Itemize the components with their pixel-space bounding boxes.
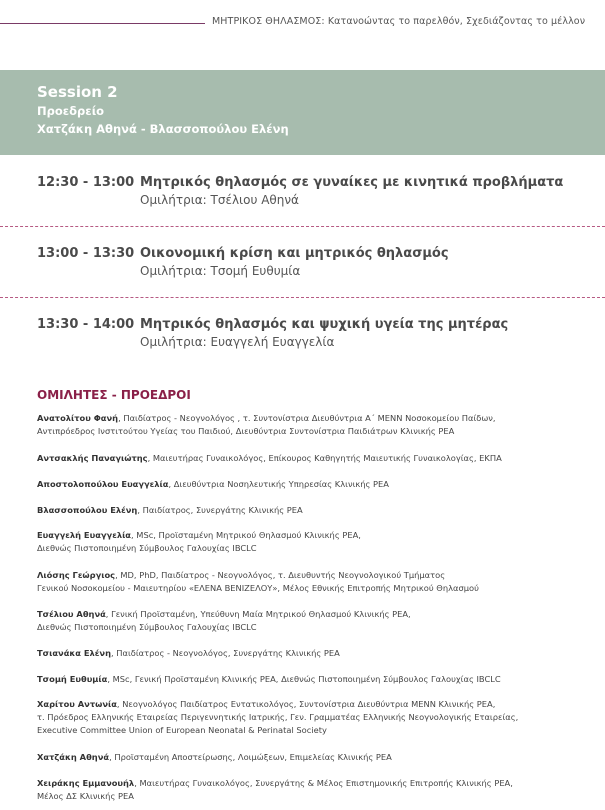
speakers-heading: ΟΜΙΛΗΤΕΣ - ΠΡΟΕΔΡΟΙ <box>37 388 191 402</box>
speaker-entry <box>37 452 597 465</box>
speaker-entry <box>37 504 597 517</box>
speaker-entry <box>37 608 597 634</box>
speaker-bio: Διεθνώς Πιστοποιημένη Σύμβουλος Γαλουχίας IBCLC <box>37 543 257 553</box>
speaker-bio: Αντιπρόεδρος Ινστιτούτου Υγείας του Παιδιού, Διευθύντρια Συντονίστρια Παιδιάτρων Κλινικής ΡΕΑ <box>37 426 455 436</box>
talk-title: Οικονομική κρίση και μητρικός θηλασμός <box>140 246 449 261</box>
speaker-name: Ανατολίτου Φανή <box>37 413 119 423</box>
speaker-name: Βλασσοπούλου Ελένη <box>37 505 138 515</box>
chair-names: Χατζάκη Αθηνά - Βλασσοπούλου Ελένη <box>37 122 289 136</box>
speaker-bio: Executive Committee Union of European Neonatal & Perinatal Society <box>37 725 327 735</box>
speaker-entry <box>37 777 597 803</box>
speaker-bio: , Διευθύντρια Νοσηλευτικής Υπηρεσίας Κλινικής ΡΕΑ <box>168 479 389 489</box>
document-header: ΜΗΤΡΙΚΟΣ ΘΗΛΑΣΜΟΣ: Κατανοώντας το παρελθόν, Σχεδιάζοντας το μέλλον <box>212 16 586 27</box>
talk-time: 13:30 - 14:00 <box>37 317 135 332</box>
speaker-name: Τσομή Ευθυμία <box>37 674 108 684</box>
divider <box>0 297 605 298</box>
talk-title: Μητρικός θηλασμός σε γυναίκες με κινητικά προβλήματα <box>140 175 564 190</box>
talk-title: Μητρικός θηλασμός και ψυχική υγεία της μητέρας <box>140 317 509 332</box>
speaker-name: Χατζάκη Αθηνά <box>37 752 110 762</box>
speaker-bio: , MSc, Γενική Προϊσταμένη Κλινικής ΡΕΑ, Διεθνώς Πιστοποιημένη Σύμβουλος Γαλουχίας IBCLC <box>107 674 501 684</box>
speaker-entry <box>37 751 597 764</box>
speaker-entry <box>37 569 597 595</box>
speaker-name: Λιόσης Γεώργιος <box>37 570 116 580</box>
speaker-name: Τσιανάκα Ελένη <box>37 648 111 658</box>
speaker-name: Ευαγγελή Ευαγγελία <box>37 530 132 540</box>
speaker-name: Αντσακλής Παναγιώτης <box>37 453 148 463</box>
speaker-name: Αποστολοπούλου Ευαγγελία <box>37 479 169 489</box>
talk-item <box>0 175 605 225</box>
talk-speaker: Ομιλήτρια: Τσέλιου Αθηνά <box>140 193 299 207</box>
speaker-entry <box>37 412 597 438</box>
speaker-bio: Μέλος ΔΣ Κλινικής ΡΕΑ <box>37 791 134 801</box>
talk-time: 12:30 - 13:00 <box>37 175 135 190</box>
speaker-bio: , Μαιευτήρας Γυναικολόγος, Επίκουρος Καθηγητής Μαιευτικής Γυναικολογίας, ΕΚΠΑ <box>147 453 502 463</box>
speaker-bio: Γενικού Νοσοκομείου - Μαιευτηρίου «ΕΛΕΝΑ ΒΕΝΙΖΕΛΟΥ», Μέλος Εθνικής Επιτροπής Μητρικού Θηλασμού <box>37 583 479 593</box>
speaker-bio: , Παιδίατρος - Νεογνολόγος, Συνεργάτης Κλινικής ΡΕΑ <box>110 648 340 658</box>
speaker-entry <box>37 478 597 491</box>
divider <box>0 226 605 227</box>
speaker-name: Χαρίτου Αντωνία <box>37 699 117 709</box>
speaker-entry <box>37 673 597 686</box>
talk-item <box>0 246 605 296</box>
speaker-name: Χειράκης Εμμανουήλ <box>37 778 135 788</box>
header-rule <box>0 23 205 24</box>
speaker-bio: , Προϊσταμένη Αποστείρωσης, Λοιμώξεων, Επιμελείας Κλινικής ΡΕΑ <box>109 752 392 762</box>
speaker-bio: , MSc, Προϊσταμένη Μητρικού Θηλασμού Κλινικής ΡΕΑ, <box>131 530 361 540</box>
speaker-entry <box>37 698 597 737</box>
talk-time: 13:00 - 13:30 <box>37 246 135 261</box>
speaker-entry <box>37 647 597 660</box>
session-band <box>0 70 605 155</box>
speaker-bio: , MD, PhD, Παιδίατρος - Νεογνολόγος, τ. Διευθυντής Νεογνολογικού Τμήματος <box>115 570 446 580</box>
speaker-bio: τ. Πρόεδρος Ελληνικής Εταιρείας Περιγεννητικής Ιατρικής, Γεν. Γραμματέας Ελληνικής Νεογνολογικής Εταιρείας, <box>37 712 519 722</box>
speaker-bio: , Παιδίατρος - Νεογνολόγος , τ. Συντονίστρια Διευθύντρια Α΄ ΜΕΝΝ Νοσοκομείου Παίδων, <box>118 413 496 423</box>
speaker-bio: Διεθνώς Πιστοποιημένη Σύμβουλος Γαλουχίας IBCLC <box>37 622 257 632</box>
speaker-bio: , Γενική Προϊσταμένη, Υπεύθυνη Μαία Μητρικού Θηλασμού Κλινικής ΡΕΑ, <box>105 609 411 619</box>
speaker-name: Τσέλιου Αθηνά <box>37 609 106 619</box>
speaker-bio: , Μαιευτήρας Γυναικολόγος, Συνεργάτης & Μέλος Επιστημονικής Επιτροπής Κλινικής ΡΕΑ, <box>134 778 513 788</box>
speaker-entry <box>37 529 597 555</box>
talk-speaker: Ομιλήτρια: Τσομή Ευθυμία <box>140 264 301 278</box>
session-title: Session 2 <box>37 83 118 101</box>
talk-speaker: Ομιλήτρια: Ευαγγελή Ευαγγελία <box>140 335 335 349</box>
speaker-bio: , Νεογνολόγος Παιδίατρος Εντατικολόγος, Συντονίστρια Διευθύντρια ΜΕΝΝ Κλινικής ΡΕΑ, <box>116 699 496 709</box>
chair-label: Προεδρείο <box>37 104 105 118</box>
talk-item <box>0 317 605 367</box>
speaker-bio: , Παιδίατρος, Συνεργάτης Κλινικής ΡΕΑ <box>137 505 303 515</box>
